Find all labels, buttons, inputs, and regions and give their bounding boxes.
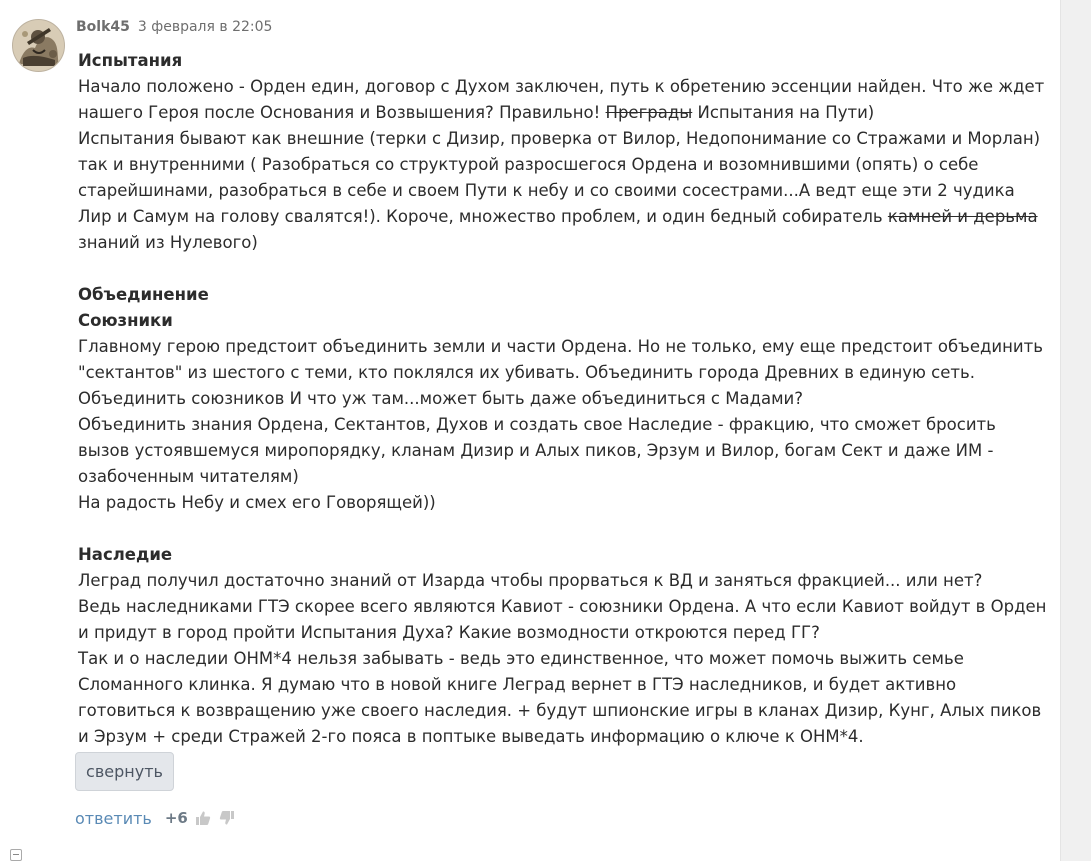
- thumbs-up-icon: [195, 810, 211, 826]
- strikethrough-text: камней и дерьма: [887, 207, 1038, 226]
- comment-header: [76, 19, 272, 39]
- strikethrough-text: Преграды: [605, 103, 693, 122]
- avatar[interactable]: [12, 19, 65, 72]
- paragraph: Главному герою предстоит объединить земли и части Ордена. Но не только, ему еще предстоит объединить "сектантов" из шестого с теми, кто поклялся их убивать. Объединить города Древних в единую сеть. Объединить союзников И что уж там...может быть даже объединиться с Мадами?: [78, 337, 1043, 408]
- paragraph: Так и о наследии ОНМ*4 нельзя забывать - ведь это единственное, что может помочь выжить семье Сломанного клинка. Я думаю что в новой книге Леград вернет в ГТЭ наследников, и будет активно готовиться к возвращению уже своего наследия. + будут шпионские игры в кланах Дизир, Кунг, Алых пиков и Эрзум + среди Стражей 2-го пояса в поптыке выведать информацию о ключе к ОНМ*4.: [78, 649, 1042, 746]
- paragraph: [78, 74, 1048, 126]
- comment-date[interactable]: 3 февраля в 22:05: [137, 19, 273, 35]
- avatar-illustration-icon: [13, 20, 64, 71]
- paragraph-text: Начало положено - Орден един, договор с Духом заключен, путь к обретению эссенции найден. Что же ждет нашего Героя после Основания и Возвышения? Правильно!: [78, 77, 1045, 122]
- comment-body: [78, 48, 1048, 750]
- section-heading-unification: Объединение: [78, 285, 209, 304]
- thumbs-down-icon: [219, 810, 235, 826]
- paragraph: Леград получил достаточно знаний от Изарда чтобы прорваться к ВД и заняться фракцией... или нет?: [78, 571, 983, 590]
- paragraph-text: знаний из Нулевого): [78, 233, 258, 252]
- section-heading-allies: Союзники: [78, 311, 173, 330]
- paragraph-text: Испытания на Пути): [692, 103, 875, 122]
- comment-actions: [75, 806, 236, 830]
- paragraph-text: Испытания бывают как внешние (терки с Дизир, проверка от Вилор, Недопонимание со Стражами и Морлан) так и внутренними ( Разобраться со структурой разросшегося Ордена и возомнившими (опять) о себе старейшинами, разобраться в себе и своем Пути к небу и со своими сосестрами...А ведт еще эти 2 чудика Лир и Самум на голову свалятся!). Короче, множество проблем, и один бедный собиратель: [78, 129, 1041, 226]
- downvote-button[interactable]: [218, 809, 236, 827]
- collapse-button[interactable]: свернуть: [75, 752, 174, 791]
- spacer: [78, 256, 1048, 282]
- paragraph: Ведь наследниками ГТЭ скорее всего являются Кавиот - союзники Ордена. А что если Кавиот войдут в Орден и придут в город пройти Испытания Духа? Какие возмодности откроются перед ГГ?: [78, 597, 1047, 642]
- right-rail: [1060, 0, 1091, 861]
- reply-link[interactable]: ответить: [75, 808, 152, 828]
- collapse-thread-icon[interactable]: [10, 849, 22, 861]
- paragraph: Объединить знания Ордена, Сектантов, Духов и создать свое Наследие - фракцию, что сможет бросить вызов устоявшемуся миропорядку, кланам Дизир и Алых пиков, Эрзум и Вилор, богам Сект и даже ИМ - озабоченным читателям): [78, 415, 996, 486]
- paragraph: На радость Небу и смех его Говорящей)): [78, 493, 436, 512]
- spacer: [78, 516, 1048, 542]
- author-name[interactable]: Bolk45: [76, 19, 130, 35]
- vote-score: +6: [164, 809, 188, 827]
- section-heading-legacy: Наследие: [78, 545, 173, 564]
- upvote-button[interactable]: [194, 809, 212, 827]
- paragraph: [78, 126, 1048, 256]
- section-heading-trials: Испытания: [78, 51, 183, 70]
